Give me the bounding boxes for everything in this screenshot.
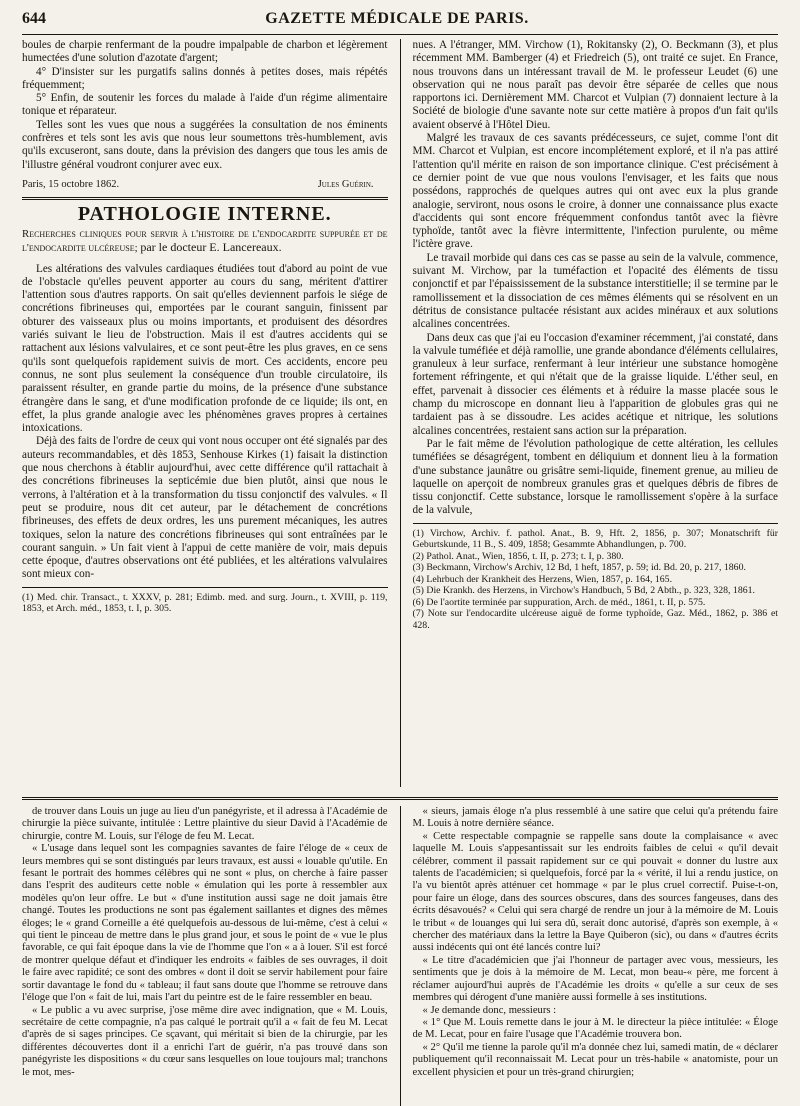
article-author: par le docteur E. Lancereaux.	[140, 239, 282, 254]
lower-right-column	[413, 806, 779, 1106]
signature-name: Jules Guérin.	[317, 178, 374, 190]
paragraph: Déjà des faits de l'ordre de ceux qui vont nous occuper ont été signalés par des auteurs recommandables, et dès 1853, Senhouse Kirkes (1) faisait la distinction que nous cherchons à établir aujourd'hui, avec cette différence qu'il rattachait à des concrétions fibrineuses la septicémie due bien plutôt, ainsi que nous le verrons, à l'altération et à la transformation du tissu conjonctif des valvules. « Il peut se produire, nous dit cet auteur, par le détachement de concrétions fibrineuses, des effets de deux ordres, les uns purement mécaniques, les autres toxiques, selon la nature des concrétions fibrineuses qui sont entraînées par le courant sanguin. » Un fait vient à l'appui de cette manière de voir, mais depuis cette époque, d'autres observations ont été publiées, et les altérations valvulaires sont mieux con-	[22, 435, 388, 581]
paragraph: Par le fait même de l'évolution pathologique de cette altération, les cellules tuméfiées se désagrégent, tombent en déliquium et donnent lieu à la formation d'une substance jaunâtre ou grisâtre semi-liquide, finement grenue, au milieu de laquelle on aperçoit de nombreux granules gras et quelques débris de fibres de tissu conjonctif. Cette substance, lorsque le ramollissement s'opère à la surface de la valvule,	[412, 437, 779, 517]
paragraph: Dans deux cas que j'ai eu l'occasion d'examiner récemment, j'ai constaté, dans la valvule tuméfiée et déjà ramollie, une grande abondance d'éléments cellulaires, granuleux à leur surface, renfermant à leur intérieur une substance homogène fortement réfringente, et qui n'était que de la graisse liquide. L'éther seul, en effet, parvenait à dissocier ces éléments et à réduire la masse placée sous le champ du microscope en donnant lieu à l'apparition de globules gras qui ne tardaient pas à se dissoudre. Les acides acétique et nitrique, les solutions alcalines concentrées, restaient sans action sur la préparation.	[412, 331, 779, 437]
paragraph: Telles sont les vues que nous a suggérées la consultation de nos éminents confrères et tels sont les avis que nous leur soumettons très-humblement, avis qu'ils excuseront, sans doute, dans la prévision des dangers que tous les amis de l'illustre général voudront conjurer avec eux.	[22, 118, 388, 171]
paragraph: « Cette respectable compagnie se rappelle sans doute la complaisance « avec laquelle M. Louis s'appesantissait sur les endroits faibles de celui « qu'il devait célébrer, comment il passait rapidement sur ce qui pouvait « donner du lustre aux talents de l'académicien; si quelquefois, forcé par la « vérité, il lui a rendu justice, on l'a vu bientôt après atténuer cet hommage « par le plus cruel correctif. Puise-t-on, pour faire un éloge, dans des sources obscures, dans des sources fangeuses, dans des écrits désavoués? « Celui qui sera chargé de rendre un jour à la mémoire de M. Louis le tribut « de louanges qui lui sera dû, serait donc autorisé, d'après son exemple, à « chercher des matériaux dans la lettre la Baye Quiberon (sic), ou dans « d'autres écrits aussi indécents qui ont été lancés contre lui?	[412, 830, 779, 954]
left-column	[22, 39, 388, 787]
paragraph: « sieurs, jamais éloge n'a plus ressemblé à une satire que celui qu'a prétendu faire M. Louis à notre dernière séance.	[412, 806, 779, 830]
lower-section	[22, 806, 778, 1106]
footnote: (5) Die Krankh. des Herzens, in Virchow's Handbuch, 5 Bd, 2 Abth., p. 323, 328, 1861.	[412, 585, 755, 597]
paragraph: « Le titre d'académicien que j'ai l'honneur de partager avec vous, messieurs, les sentiments que je dois à la mémoire de M. Lecat, mon beau-« père, me forcent à réclamer aujourd'hui auprès de l'Académie les droits « qu'elle a sur ceux de ses membres qui dérogent d'une manière aussi formelle à ses institutions.	[412, 954, 779, 1004]
paragraph: « L'usage dans lequel sont les compagnies savantes de faire l'éloge de « ceux de leurs membres qui se sont distingués par leurs travaux, est aussi « louable qu'utile. En fesant le portrait des hommes célèbres qui ne sont « plus, on cherche à faire passer dans l'esprit des auditeurs cette noble « émulation qui les porte à ressembler aux modèles qu'on leur offre. Le but « d'une institution aussi sage ne doit jamais être changé. Toutes les productions ne sont pas également saillantes et dignes des mêmes éloges; le « grand Corneille a été quelquefois au-dessous de lui-même, c'est à celui « qui tient le pinceau de mettre dans le plus grand jour, et sous le point de « vue le plus favorable, ce qui fait époque dans la vie de l'homme que l'on « a à louer. S'il est forcé de montrer quelque défaut et d'indiquer les endroits « faibles de ses ouvrages, il doit le faire avec rapidité; ce sont des ombres « dont il doit se servir habilement pour faire sortir davantage le fond du « tableau; il faut sans doute que l'homme se retrouve dans l'éloge que l'on « fait de lui, mais l'art du peintre est de le faire ressembler en beau.	[22, 843, 388, 1004]
footnote: (2) Pathol. Anat., Wien, 1856, t. II, p. 273; t. I, p. 380.	[412, 550, 624, 562]
footnote: (1) Med. chir. Transact., t. XXXV, p. 281; Edimb. med. and surg. Journ., t. XVIII, p. 119, 1853, et Arch. méd., 1853, t. I, p. 305.	[22, 591, 388, 615]
paragraph: de trouver dans Louis un juge au lieu d'un panégyriste, et il adressa à l'Académie de chirurgie la pièce suivante, intitulée : Lettre plaintive du sieur David à l'Académie de chirurgie, contre M. Louis, sur l'éloge de feu M. Lecat.	[22, 806, 388, 842]
feuilleton-divider	[22, 797, 778, 800]
page-header	[22, 10, 778, 34]
column-divider	[400, 39, 401, 787]
footnote: (1) Virchow, Archiv. f. pathol. Anat., B. 9, Hft. 2, 1856, p. 307; Monatschrift für Geburtskunde, 11 B., S. 409, 1858; Gesammte Abhandlungen, p. 700.	[412, 527, 779, 551]
header-rule	[22, 34, 778, 35]
signature-date: Paris, 15 octobre 1862.	[22, 178, 120, 190]
footnote-rule	[413, 523, 779, 524]
lower-left-column	[22, 806, 388, 1106]
paragraph: nues. A l'étranger, MM. Virchow (1), Rokitansky (2), O. Beckmann (3), et plus récemment MM. Bamberger (4) et Friedreich (5), ont traité ce sujet. En France, nous trouvons dans un intéressant travail de M. le professeur Leudet (6) une observation qui ne nous paraît pas devoir être séparée de celles que nous rapportons ici. Dernièrement MM. Charcot et Vulpian (7) donnaient lecture à la Société de biologie d'une savante note sur cette matière à propos d'un fait qu'ils avaient observé à l'Hôtel Dieu.	[412, 39, 779, 131]
article-heading: Recherches cliniques pour servir à l'histoire de l'endocardite suppurée et de l'endocardite ulcéreuse;	[22, 227, 388, 254]
paragraph: « Je demande donc, messieurs :	[422, 1004, 557, 1016]
section-title: PATHOLOGIE INTERNE.	[77, 203, 332, 226]
paragraph: « 1° Que M. Louis remette dans le jour à M. le directeur la pièce intitulée: « Éloge de M. Lecat, pour en faire l'usage que l'Académie trouvera bon.	[412, 1016, 779, 1041]
signature	[22, 178, 388, 191]
paragraph: « Le public a vu avec surprise, j'ose même dire avec indignation, que « M. Louis, secrétaire de cette compagnie, n'a pas calqué le portrait qu'il a « fait de feu M. Lecat d'après de si sages principes. Ce sçavant, qui méritait si bien de la chirurgie, par les différentes découvertes dont il a enrichi l'art de guérir, n'a pas trouvé dans son panégyriste les dispositions « du cœur sans lesquelles on loue toujours mal; tranchons le mot, mes-	[22, 1004, 388, 1078]
paragraph: Les altérations des valvules cardiaques étudiées tout d'abord au point de vue de l'obstacle qu'elles peuvent apporter au cours du sang, méritent d'attirer l'attention sous d'autres rapports. On sait qu'elles deviennent parfois le siége de concrétions fibrineuses qui, emportées par le courant sanguin, finissent par obturer des vaisseaux plus ou moins importants, et produisent des désordres variés suivant le lieu de l'obstruction. Mais il est d'autres accidents qui se rattachent aux lésions valvulaires, et ce sont peut-être les plus graves, en ce sens qu'ils sont quelquefois rapidement suivis de mort. Ces accidents, encore peu connus, ne sont plus seulement la conséquence d'un trouble circulatoire, ils paraissent résulter, en grande partie du moins, de la présence d'une substance étrangère dans le sang, et d'une modification profonde de ce liquide; ils ont, en effet, la plus grande analogie avec les phénomènes graves propres à certaines intoxications.	[22, 262, 388, 435]
article-title	[22, 228, 388, 255]
upper-section	[22, 39, 778, 787]
paragraph: 4° D'insister sur les purgatifs salins donnés à petites doses, mais répétés fréquemment;	[22, 65, 388, 91]
journal-title: GAZETTE MÉDICALE DE PARIS.	[265, 10, 529, 27]
footnote: (3) Beckmann, Virchow's Archiv, 12 Bd, 1 heft, 1857, p. 59; id. Bd. 20, p. 217, 1860.	[412, 562, 746, 574]
footnote: (6) De l'aortite terminée par suppuration, Arch. de méd., 1861, t. II, p. 575.	[412, 596, 706, 608]
section-divider	[22, 197, 388, 200]
column-divider	[400, 806, 401, 1106]
page-number: 644	[22, 10, 46, 27]
footnote: (7) Note sur l'endocardite ulcéreuse aiguë de forme typhoïde, Gaz. Méd., 1862, p. 386 et 428.	[412, 608, 779, 631]
right-column	[413, 39, 779, 787]
paragraph: Le travail morbide qui dans ces cas se passe au sein de la valvule, commence, suivant M. Virchow, par la tuméfaction et l'opacité des éléments de tissu conjonctif et par l'épaississement de la substance interstitielle; il se termine par le ramollissement et la dissociation de ces mêmes éléments qui se résolvent en un détritus de consistance pultacée résistant aux acides minéraux et aux solutions alcalines concentrées.	[412, 251, 779, 331]
paragraph: « 2° Qu'il me tienne la parole qu'il m'a donnée chez lui, samedi matin, de « déclarer publiquement qu'il reconnaissait M. Lecat pour un très-habile « anatomiste, pour un excellent physicien et pour un très-grand chirurgien;	[412, 1041, 779, 1078]
paragraph: 5° Enfin, de soutenir les forces du malade à l'aide d'un régime alimentaire tonique et réparateur.	[22, 92, 388, 118]
footnote-rule	[22, 587, 388, 588]
paragraph: boules de charpie renfermant de la poudre impalpable de charbon et légèrement humectées d'une solution d'azotate d'argent;	[22, 39, 388, 65]
paragraph: Malgré les travaux de ces savants prédécesseurs, ce sujet, comme l'ont dit MM. Charcot et Vulpian, est encore incomplétement exploré, et il n'a pas attiré l'attention qu'il mérite en raison de son importance clinique. C'est précisément à ce dernier point de vue que nous voulons l'envisager, et les faits que nous possédons, rapprochés de quelques autres qui ont avec eux la plus grande analogie, serviront, nous osons le croire, à donner une connaissance plus exacte d'accidents qui sont encore fréquemment confondus tantôt avec la fièvre typhoïde, tantôt avec la fièvre intermittente, l'infection purulente, ou même l'ictère grave.	[412, 132, 779, 251]
footnote: (4) Lehrbuch der Krankheit des Herzens, Wien, 1857, p. 164, 165.	[412, 573, 673, 585]
